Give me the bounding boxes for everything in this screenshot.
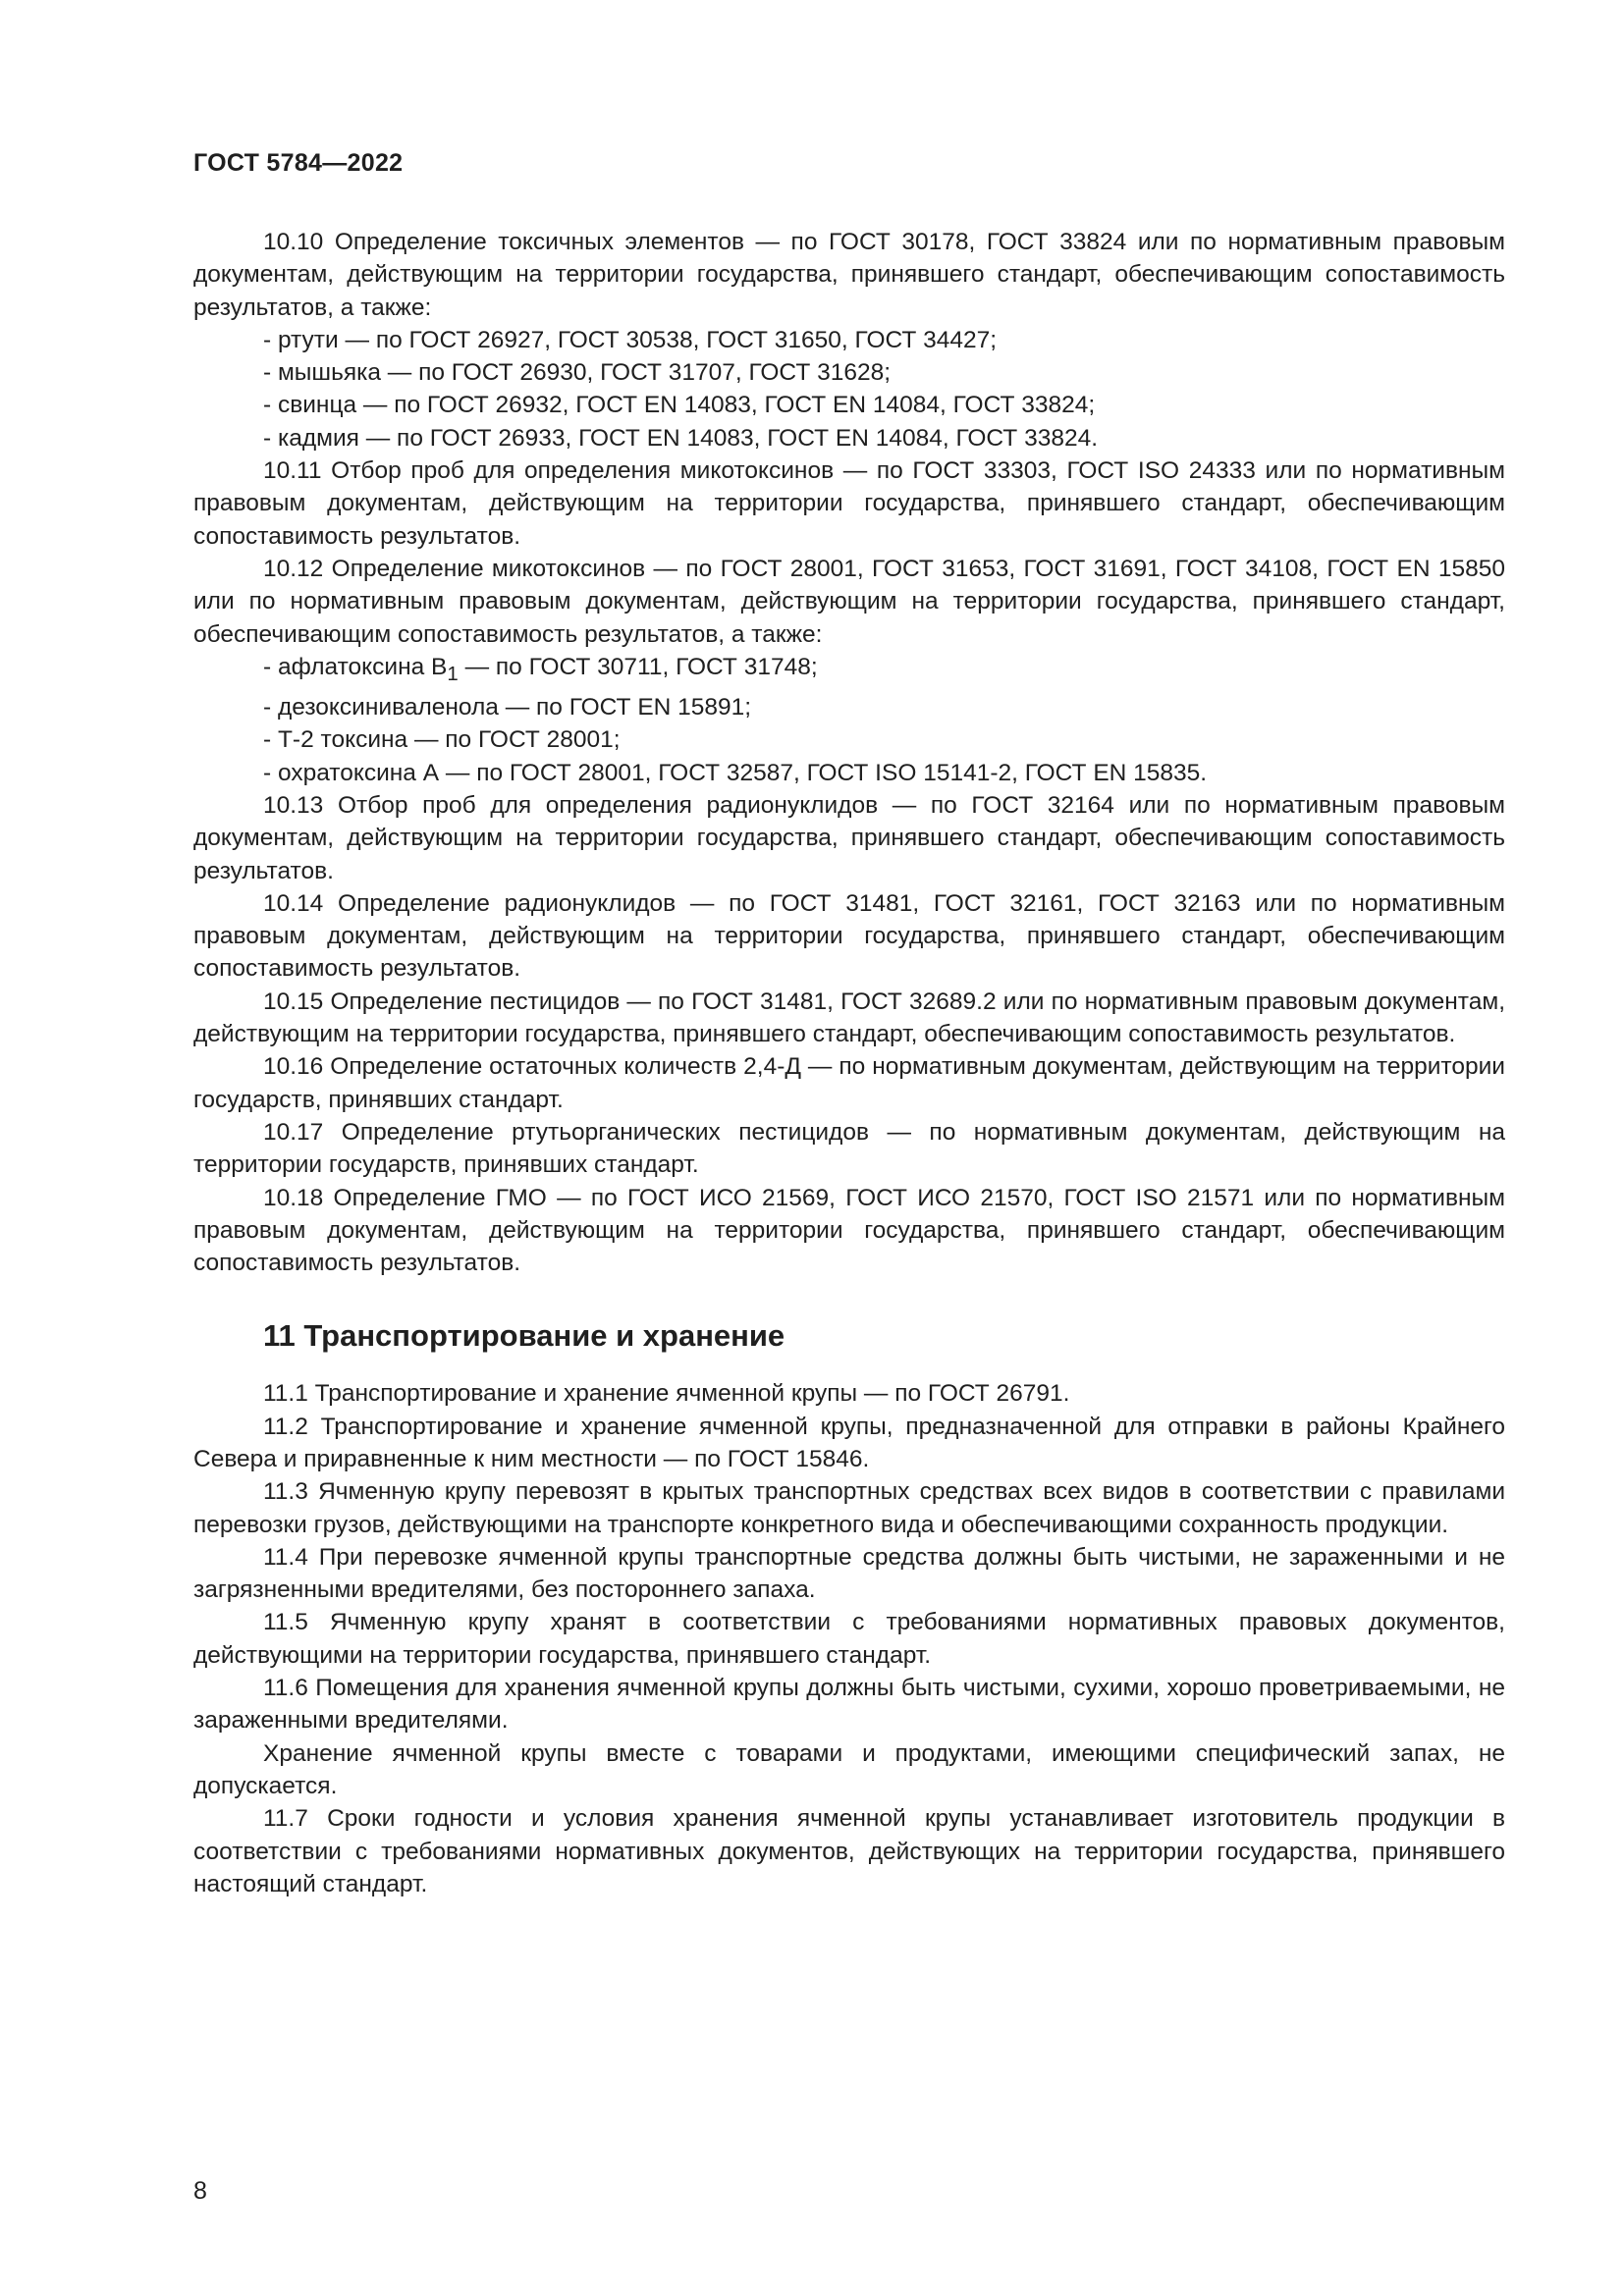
paragraph: 10.11 Отбор проб для определения микотоксинов — по ГОСТ 33303, ГОСТ ISO 24333 или по нормативным правовым документам, действующим на территории государства, принявшего стандарт, обеспечивающим сопоставимость результатов. (193, 457, 1505, 550)
paragraph: 11.7 Сроки годности и условия хранения ячменной крупы устанавливает изготовитель продукции в соответствии с требованиями нормативных документов, действующих на территории государства, принявшего настоящий стандарт. (193, 1805, 1505, 1897)
list-item-text: — по ГОСТ 30711, ГОСТ 31748; (458, 653, 818, 680)
list-item: - охратоксина А — по ГОСТ 28001, ГОСТ 32587, ГОСТ ISO 15141-2, ГОСТ EN 15835. (263, 759, 1208, 786)
paragraph: Хранение ячменной крупы вместе с товарами и продуктами, имеющими специфический запах, не допускается. (193, 1739, 1505, 1799)
paragraph: 11.2 Транспортирование и хранение ячменной крупы, предназначенной для отправки в районы Крайнего Севера и приравненные к ним местности — по ГОСТ 15846. (193, 1413, 1505, 1472)
document-header: ГОСТ 5784—2022 (193, 149, 404, 177)
paragraph: 11.3 Ячменную крупу перевозят в крытых транспортных средствах всех видов в соответствии с правилами перевозки грузов, действующими на транспорте конкретного вида и обеспечивающими сохранность продукции. (193, 1478, 1505, 1538)
paragraph: 10.15 Определение пестицидов — по ГОСТ 31481, ГОСТ 32689.2 или по нормативным правовым документам, действующим на территории государства, принявшего стандарт, обеспечивающим сопоставимость результатов. (193, 988, 1505, 1048)
paragraph: 11.1 Транспортирование и хранение ячменной крупы — по ГОСТ 26791. (263, 1380, 1070, 1408)
paragraph: 11.4 При перевозке ячменной крупы транспортные средства должны быть чистыми, не зараженными и не загрязненными вредителями, без постороннего запаха. (193, 1543, 1505, 1604)
paragraph: 10.17 Определение ртутьорганических пестицидов — по нормативным документам, действующим на территории государств, принявших стандарт. (193, 1118, 1505, 1179)
paragraph: 10.14 Определение радионуклидов — по ГОСТ 31481, ГОСТ 32161, ГОСТ 32163 или по нормативным правовым документам, действующим на территории государства, принявшего стандарт, обеспечивающим сопоставимость результатов. (193, 889, 1505, 983)
paragraph: 10.16 Определение остаточных количеств 2,4-Д — по нормативным документам, действующим на территории государств, принявших стандарт. (193, 1053, 1505, 1113)
subscript: 1 (447, 663, 459, 685)
paragraph: 10.13 Отбор проб для определения радионуклидов — по ГОСТ 32164 или по нормативным правовым документам, действующим на территории государства, принявшего стандарт, обеспечивающим сопоставимость результатов. (193, 791, 1505, 884)
document-body (193, 226, 1505, 1900)
list-item: - дезоксиниваленола — по ГОСТ EN 15891; (263, 694, 752, 721)
list-item: - Т-2 токсина — по ГОСТ 28001; (263, 726, 621, 754)
list-item: - кадмия — по ГОСТ 26933, ГОСТ EN 14083, ГОСТ EN 14084, ГОСТ 33824. (263, 424, 1098, 452)
list-item-text: - афлатоксина В (263, 653, 448, 680)
paragraph: 11.5 Ячменную крупу хранят в соответствии с требованиями нормативных правовых документов, действующими на территории государства, принявшего стандарт. (193, 1609, 1505, 1669)
section-heading: 11 Транспортирование и хранение (263, 1318, 785, 1354)
list-item: - свинца — по ГОСТ 26932, ГОСТ EN 14083, ГОСТ EN 14084, ГОСТ 33824; (263, 392, 1096, 419)
paragraph: 10.10 Определение токсичных элементов — по ГОСТ 30178, ГОСТ 33824 или по нормативным правовым документам, действующим на территории государства, принявшего стандарт, обеспечивающим сопоставимость результатов, а также: (193, 229, 1505, 321)
list-item: - ртути — по ГОСТ 26927, ГОСТ 30538, ГОСТ 31650, ГОСТ 34427; (263, 326, 998, 353)
paragraph: 10.18 Определение ГМО — по ГОСТ ИСО 21569, ГОСТ ИСО 21570, ГОСТ ISO 21571 или по нормативным правовым документам, действующим на территории государства, принявшего стандарт, обеспечивающим сопоставимость результатов. (193, 1184, 1505, 1277)
list-item: - мышьяка — по ГОСТ 26930, ГОСТ 31707, ГОСТ 31628; (263, 359, 892, 387)
list-item (193, 651, 1505, 691)
page-number: 8 (193, 2177, 207, 2205)
paragraph: 10.12 Определение микотоксинов — по ГОСТ 28001, ГОСТ 31653, ГОСТ 31691, ГОСТ 34108, ГОСТ EN 15850 или по нормативным правовым документам, действующим на территории государства, принявшего стандарт, обеспечивающим сопоставимость результатов, а также: (193, 555, 1505, 648)
paragraph: 11.6 Помещения для хранения ячменной крупы должны быть чистыми, сухими, хорошо проветриваемыми, не зараженными вредителями. (193, 1675, 1505, 1735)
